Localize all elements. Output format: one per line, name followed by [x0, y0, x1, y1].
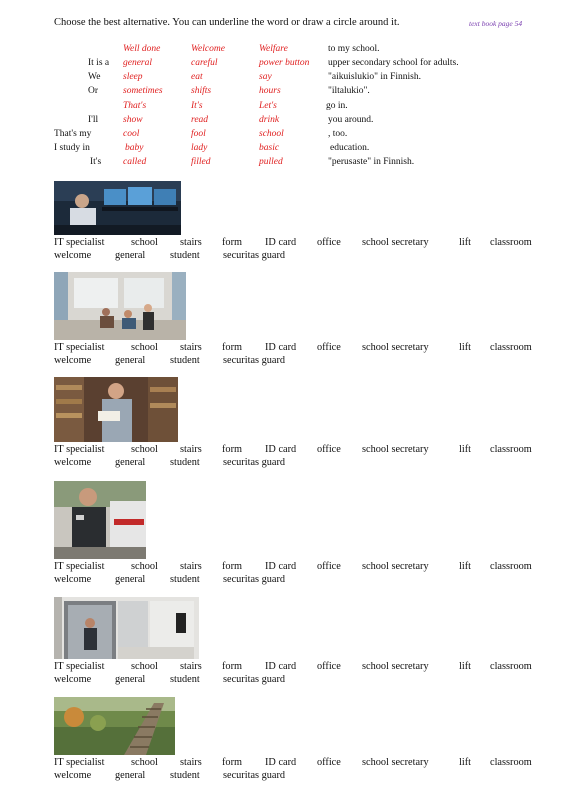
option-word[interactable]: That's [123, 101, 147, 111]
word-option[interactable]: welcome [54, 574, 92, 585]
word-option[interactable]: school [131, 237, 158, 248]
word-option[interactable]: lift [459, 237, 472, 248]
word-option[interactable]: welcome [54, 250, 92, 261]
word-option[interactable]: office [317, 237, 341, 248]
word-option[interactable]: classroom [490, 757, 532, 768]
exercise-row-5 [0, 101, 565, 115]
word-line-1 [54, 660, 540, 673]
word-option[interactable]: IT specialist [54, 342, 105, 353]
word-option[interactable]: ID card [265, 757, 297, 768]
word-option[interactable]: school [131, 661, 158, 672]
word-options-1 [54, 236, 540, 262]
option-word[interactable]: school [259, 129, 284, 139]
word-option[interactable]: general [115, 770, 146, 781]
word-option[interactable]: ID card [265, 237, 297, 248]
row-prefix: Or [88, 86, 99, 96]
photo-classroom [54, 272, 186, 340]
word-option[interactable]: general [115, 574, 146, 585]
word-option[interactable]: office [317, 661, 341, 672]
word-option[interactable]: school [131, 561, 158, 572]
word-line-1 [54, 341, 540, 354]
option-word[interactable]: basic [259, 143, 280, 153]
word-option[interactable]: securitas guard [223, 770, 286, 781]
word-option[interactable]: classroom [490, 237, 532, 248]
word-option[interactable]: ID card [265, 561, 297, 572]
word-option[interactable]: ID card [265, 342, 297, 353]
word-option[interactable]: office [317, 561, 341, 572]
word-option[interactable]: school secretary [362, 661, 429, 672]
option-word[interactable]: lady [191, 143, 208, 153]
word-option[interactable]: IT specialist [54, 237, 105, 248]
word-option[interactable]: student [170, 457, 200, 468]
word-option[interactable]: general [115, 674, 146, 685]
word-option[interactable]: student [170, 250, 200, 261]
option-word[interactable]: eat [191, 72, 203, 82]
word-option[interactable]: office [317, 757, 341, 768]
photo-stairs [54, 697, 175, 755]
word-option[interactable]: form [222, 342, 243, 353]
word-option[interactable]: school [131, 444, 158, 455]
word-option[interactable]: stairs [180, 661, 202, 672]
word-option[interactable]: office [317, 444, 341, 455]
option-word[interactable]: Well done [123, 44, 161, 54]
word-option[interactable]: lift [459, 661, 472, 672]
row-suffix: to my school. [328, 44, 380, 54]
exercise-row-8 [0, 143, 565, 157]
photo-lift [54, 597, 199, 659]
word-option[interactable]: stairs [180, 444, 202, 455]
word-option[interactable]: lift [459, 561, 472, 572]
word-line-2 [54, 456, 540, 469]
word-line-2 [54, 769, 540, 782]
word-option[interactable]: student [170, 674, 200, 685]
row-suffix: upper secondary school for adults. [328, 58, 459, 68]
word-option[interactable]: school [131, 757, 158, 768]
word-option[interactable]: IT specialist [54, 444, 105, 455]
word-line-1 [54, 560, 540, 573]
word-option[interactable]: school secretary [362, 342, 429, 353]
word-option[interactable]: securitas guard [223, 355, 286, 366]
photo-security-guard [54, 481, 146, 559]
row-suffix: , too. [328, 129, 348, 139]
word-option[interactable]: IT specialist [54, 561, 105, 572]
word-option[interactable]: office [317, 342, 341, 353]
row-prefix: It's [90, 157, 102, 167]
word-option[interactable]: ID card [265, 661, 297, 672]
option-word[interactable]: fool [191, 129, 206, 139]
exercise-row-6 [0, 115, 565, 129]
option-word[interactable]: careful [191, 58, 218, 68]
option-word[interactable]: shifts [191, 86, 212, 96]
word-option[interactable]: securitas guard [223, 574, 286, 585]
word-option[interactable]: student [170, 355, 200, 366]
word-line-1 [54, 756, 540, 769]
word-option[interactable]: lift [459, 444, 472, 455]
option-word[interactable]: sleep [123, 72, 143, 82]
word-option[interactable]: IT specialist [54, 757, 105, 768]
word-option[interactable]: general [115, 457, 146, 468]
word-option[interactable]: form [222, 237, 243, 248]
exercise-row-9 [0, 157, 565, 171]
option-word[interactable]: Welfare [259, 44, 288, 54]
word-option[interactable]: IT specialist [54, 661, 105, 672]
exercise-row-2 [0, 58, 565, 72]
word-option[interactable]: general [115, 250, 146, 261]
word-options-2 [54, 341, 540, 367]
row-suffix: "iltalukio". [328, 86, 370, 96]
word-option[interactable]: classroom [490, 342, 532, 353]
row-prefix: We [88, 72, 101, 82]
word-line-1 [54, 236, 540, 249]
exercise-row-4 [0, 86, 565, 100]
word-option[interactable]: welcome [54, 457, 92, 468]
word-option[interactable]: stairs [180, 561, 202, 572]
textbook-reference: text book page 54 [469, 19, 523, 28]
word-option[interactable]: lift [459, 342, 472, 353]
option-word[interactable]: sometimes [123, 86, 163, 96]
word-options-4 [54, 560, 540, 586]
word-option[interactable]: classroom [490, 661, 532, 672]
row-prefix: It is a [88, 58, 110, 68]
row-suffix: "aikuislukio" in Finnish. [328, 72, 422, 82]
word-option[interactable]: classroom [490, 561, 532, 572]
word-line-2 [54, 673, 540, 686]
row-suffix: education. [330, 143, 370, 153]
word-line-2 [54, 354, 540, 367]
word-option[interactable]: stairs [180, 342, 202, 353]
word-option[interactable]: student [170, 770, 200, 781]
word-option[interactable]: form [222, 661, 243, 672]
word-option[interactable]: securitas guard [223, 674, 286, 685]
word-option[interactable]: form [222, 757, 243, 768]
option-word[interactable]: cool [123, 129, 140, 139]
instruction-text: Choose the best alternative. You can underline the word or draw a circle around it. [54, 17, 400, 28]
row-prefix: That's my [54, 129, 92, 139]
row-suffix: you around. [328, 115, 374, 125]
word-options-3 [54, 443, 540, 469]
photo-student-library [54, 377, 178, 442]
exercise-row-7 [0, 129, 565, 143]
word-option[interactable]: securitas guard [223, 250, 286, 261]
word-option[interactable]: form [222, 444, 243, 455]
word-line-1 [54, 443, 540, 456]
word-line-2 [54, 249, 540, 262]
option-word[interactable]: read [191, 115, 209, 125]
word-option[interactable]: lift [459, 757, 472, 768]
word-option[interactable]: school secretary [362, 757, 429, 768]
option-word[interactable]: It's [191, 101, 203, 111]
word-options-5 [54, 660, 540, 686]
option-word[interactable]: general [123, 58, 153, 68]
option-word[interactable]: drink [259, 115, 280, 125]
word-option[interactable]: school secretary [362, 444, 429, 455]
word-options-6 [54, 756, 540, 782]
word-option[interactable]: school secretary [362, 237, 429, 248]
exercise-row-1 [0, 44, 565, 58]
option-word[interactable]: show [123, 115, 143, 125]
option-word[interactable]: called [123, 157, 147, 167]
word-option[interactable]: student [170, 574, 200, 585]
word-option[interactable]: stairs [180, 757, 202, 768]
word-option[interactable]: form [222, 561, 243, 572]
row-suffix: "perusaste" in Finnish. [328, 157, 415, 167]
word-option[interactable]: stairs [180, 237, 202, 248]
option-word[interactable]: Welcome [191, 44, 225, 54]
word-line-2 [54, 573, 540, 586]
word-option[interactable]: general [115, 355, 146, 366]
word-option[interactable]: classroom [490, 444, 532, 455]
word-option[interactable]: school [131, 342, 158, 353]
option-word[interactable]: baby [125, 143, 144, 153]
option-word[interactable]: power button [259, 58, 310, 68]
word-option[interactable]: ID card [265, 444, 297, 455]
word-option[interactable]: securitas guard [223, 457, 286, 468]
photo-it-specialist [54, 181, 181, 235]
option-word[interactable]: hours [259, 86, 281, 96]
row-suffix: go in. [326, 101, 348, 111]
word-option[interactable]: welcome [54, 355, 92, 366]
row-prefix: I study in [54, 143, 90, 153]
option-word[interactable]: say [259, 72, 272, 82]
option-word[interactable]: Let's [259, 101, 277, 111]
option-word[interactable]: filled [191, 157, 211, 167]
option-word[interactable]: pulled [259, 157, 283, 167]
word-option[interactable]: welcome [54, 770, 92, 781]
word-option[interactable]: school secretary [362, 561, 429, 572]
word-option[interactable]: welcome [54, 674, 92, 685]
exercise-row-3 [0, 72, 565, 86]
row-prefix: I'll [88, 115, 99, 125]
